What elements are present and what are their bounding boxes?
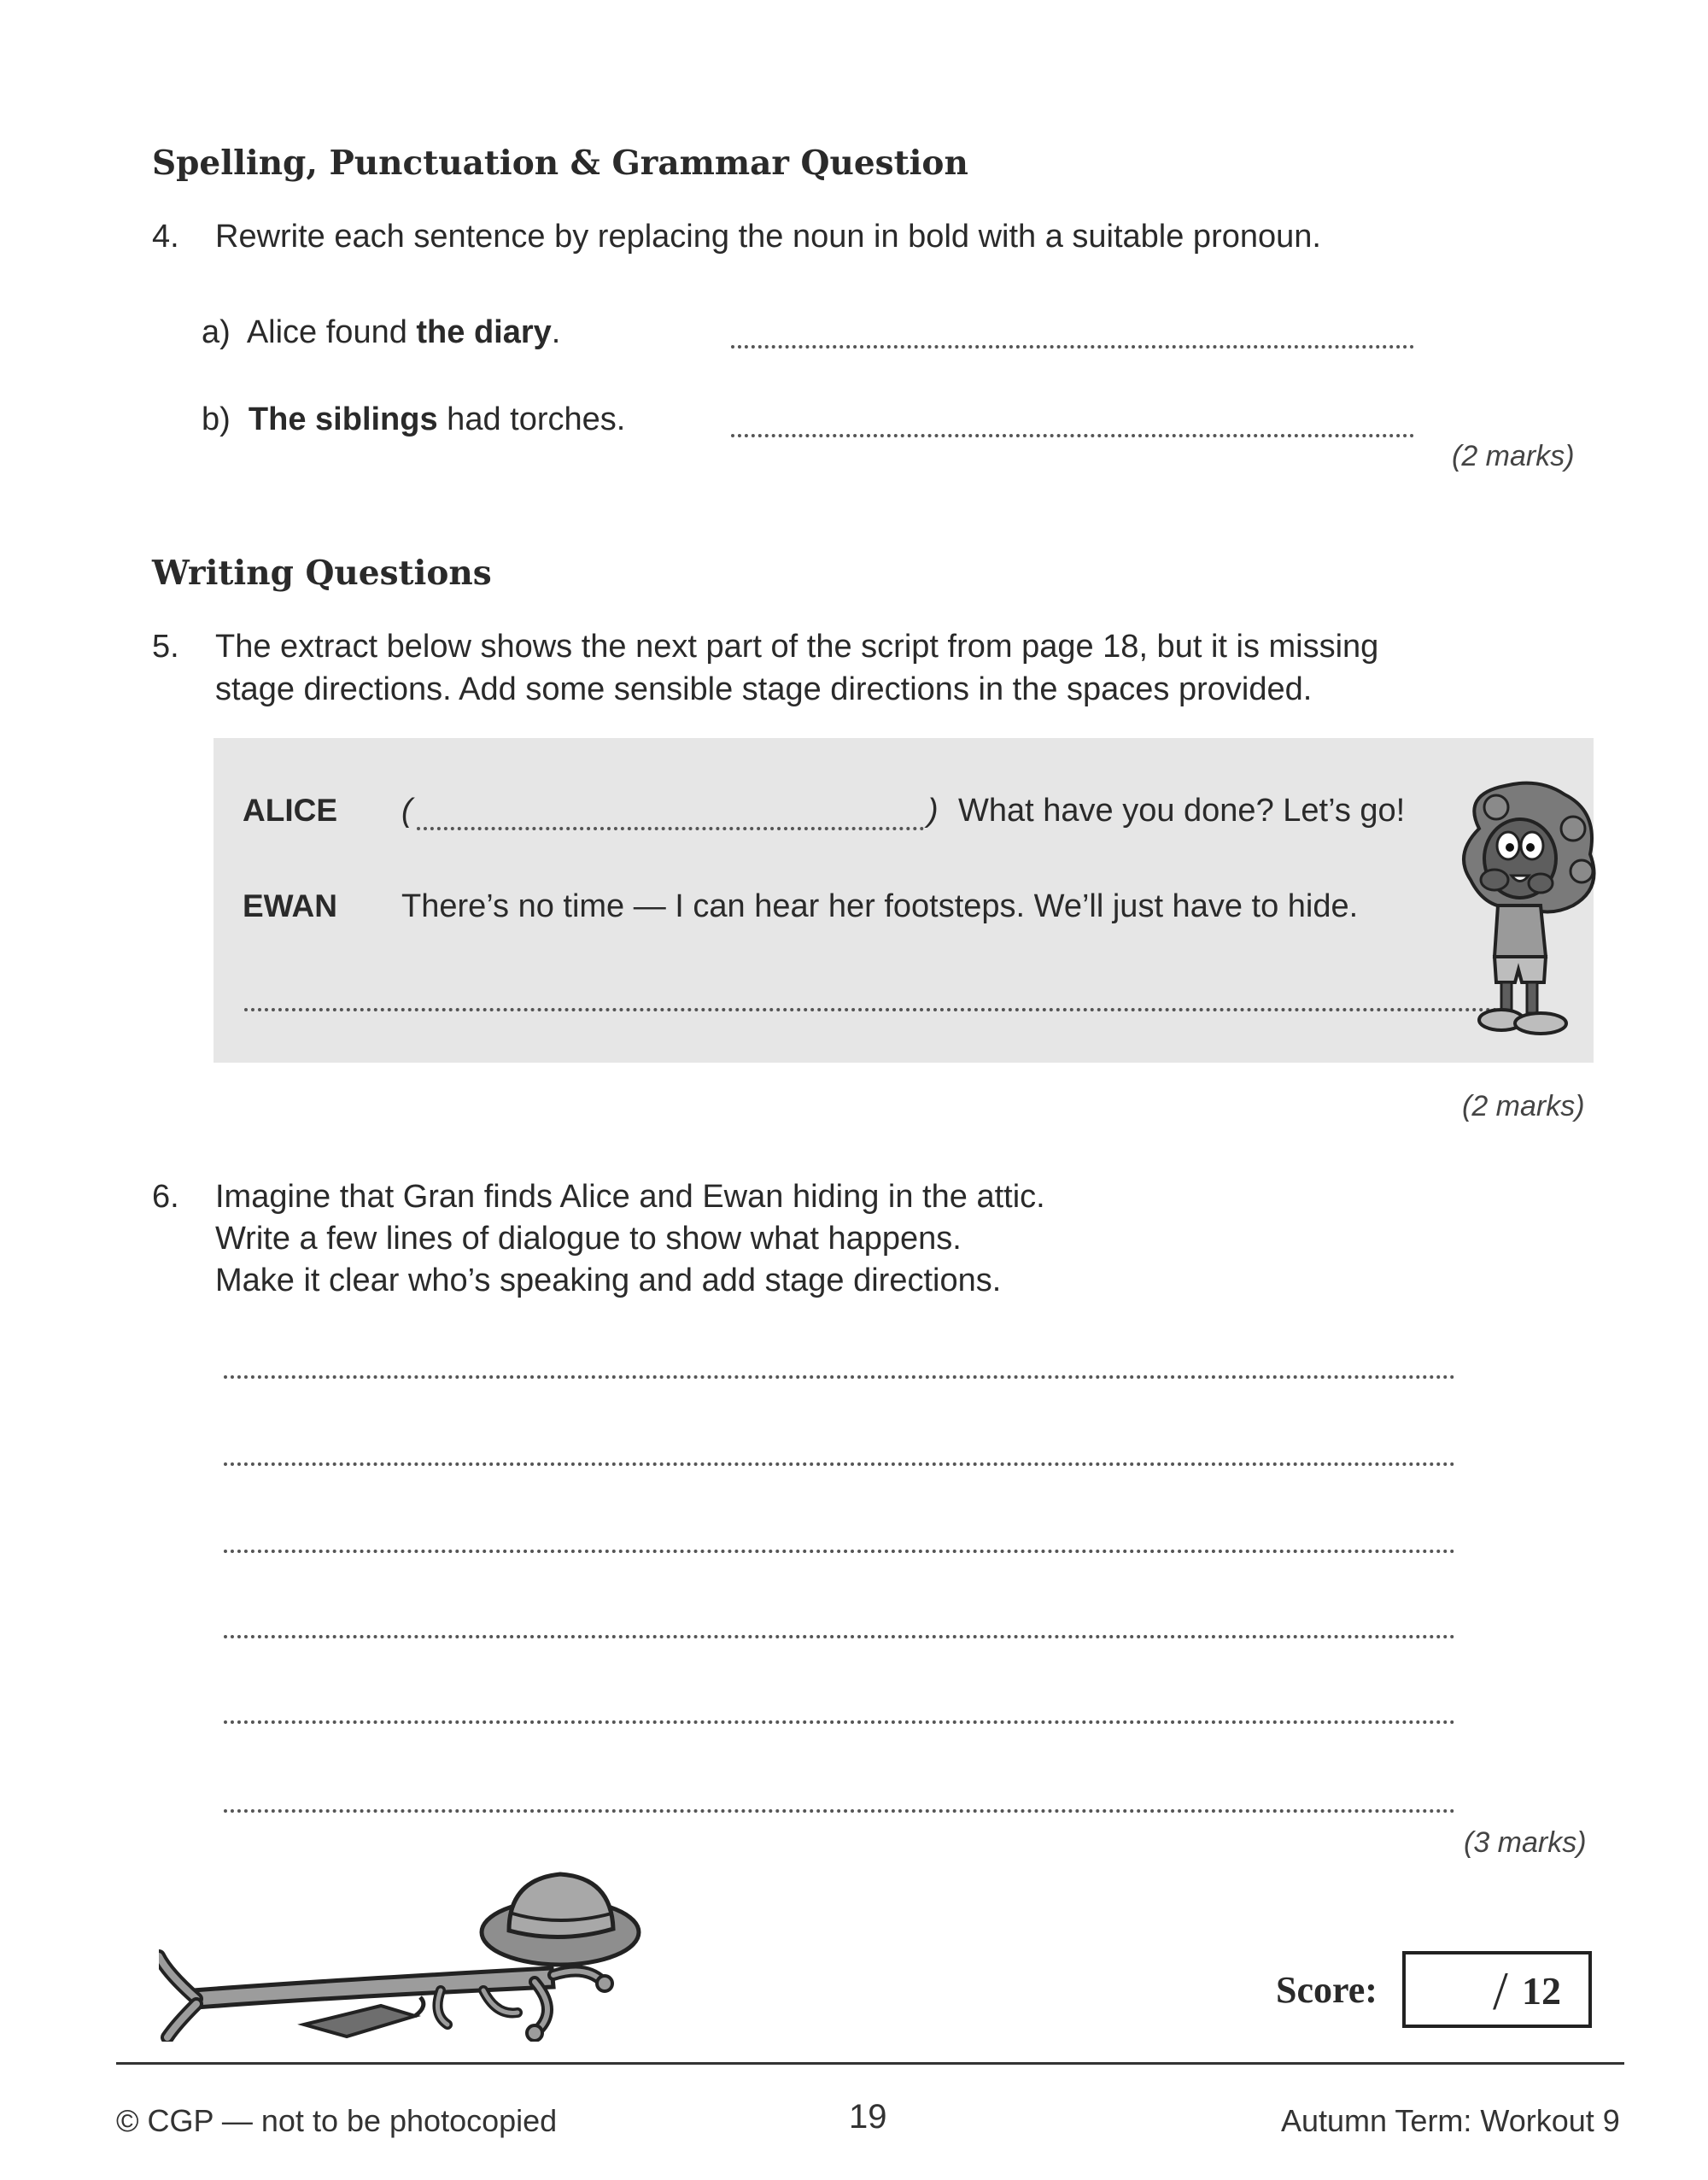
q4b-answer-line[interactable] xyxy=(731,434,1414,437)
q6-answer-line[interactable] xyxy=(224,1809,1455,1813)
footer-section: Autumn Term: Workout 9 xyxy=(1281,2103,1620,2138)
q4-number: 4. xyxy=(152,219,179,255)
q6-prompt-line3: Make it clear who’s speaking and add stage directions. xyxy=(215,1263,1002,1298)
q6-prompt-line2: Write a few lines of dialogue to show what happens. xyxy=(215,1221,962,1257)
fallen-coat-stand-illustration xyxy=(159,1862,654,2042)
q6-answer-line[interactable] xyxy=(224,1635,1455,1638)
alice-speaker: ALICE xyxy=(243,793,337,828)
q4-prompt: Rewrite each sentence by replacing the noun in bold with a suitable pronoun. xyxy=(215,219,1321,255)
q6-answer-line[interactable] xyxy=(224,1375,1455,1379)
q4b-label: b) xyxy=(202,401,231,437)
q4b-bold-noun: The siblings xyxy=(248,401,438,437)
q6-number: 6. xyxy=(152,1179,179,1215)
page-number: 19 xyxy=(849,2098,887,2136)
q4a-before: Alice found xyxy=(246,314,417,350)
alice-line: What have you done? Let’s go! xyxy=(958,793,1406,829)
score-box[interactable] xyxy=(1402,1951,1592,2028)
alice-open-paren: ( xyxy=(401,793,412,829)
q4a-after: . xyxy=(551,314,561,350)
q6-answer-line[interactable] xyxy=(224,1550,1455,1553)
alice-close-paren: ) xyxy=(927,793,939,829)
spag-heading: Spelling, Punctuation & Grammar Question xyxy=(152,144,968,183)
q4a-bold-noun: the diary xyxy=(416,314,552,350)
q6-answer-line[interactable] xyxy=(224,1720,1455,1724)
alice-cartoon-illustration xyxy=(1445,777,1606,1042)
q6-prompt-line1: Imagine that Gran finds Alice and Ewan hiding in the attic. xyxy=(215,1179,1045,1215)
q4a-label: a) xyxy=(202,314,231,350)
score-total: 12 xyxy=(1522,1969,1561,2013)
extract-stage-direction-line[interactable] xyxy=(244,1008,1505,1011)
footer-copyright: © CGP — not to be photocopied xyxy=(116,2103,558,2138)
ewan-line: There’s no time — I can hear her footsteps. We’ll just have to hide. xyxy=(401,888,1359,924)
score-label: Score: xyxy=(1276,1969,1378,2011)
score-slash: / xyxy=(1493,1960,1508,2021)
ewan-speaker: EWAN xyxy=(243,888,337,923)
q6-marks: (3 marks) xyxy=(1464,1826,1587,1859)
footer-divider xyxy=(116,2062,1624,2065)
q6-answer-line[interactable] xyxy=(224,1462,1455,1466)
alice-stage-direction-line[interactable] xyxy=(417,827,924,830)
q5-prompt-line1: The extract below shows the next part of the script from page 18, but it is missing xyxy=(215,629,1379,665)
q4b-sentence xyxy=(202,398,625,441)
q5-prompt-line2: stage directions. Add some sensible stage directions in the spaces provided. xyxy=(215,671,1313,707)
q4b-after: had torches. xyxy=(437,401,626,437)
q4-marks: (2 marks) xyxy=(1452,440,1575,472)
q4a-sentence xyxy=(202,311,560,354)
q4a-answer-line[interactable] xyxy=(731,345,1414,349)
q5-number: 5. xyxy=(152,629,179,665)
writing-heading: Writing Questions xyxy=(152,554,492,593)
q5-marks: (2 marks) xyxy=(1462,1090,1585,1122)
